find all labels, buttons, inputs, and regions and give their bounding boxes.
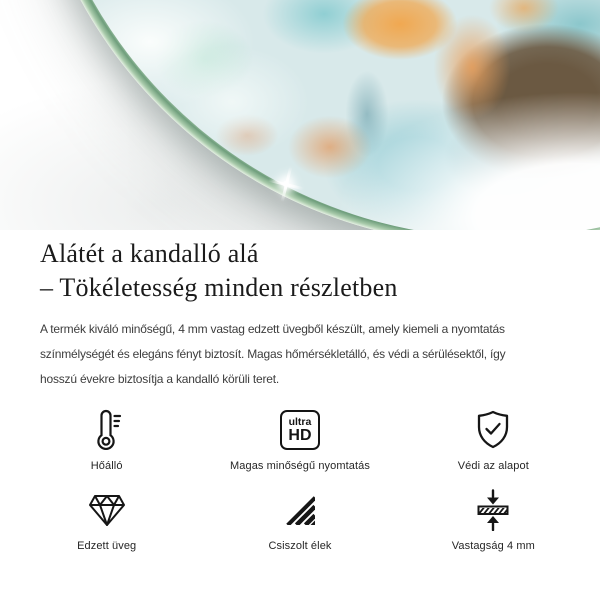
features-grid — [10, 408, 590, 552]
feature-polished-edges — [203, 488, 396, 552]
feature-thickness — [397, 488, 590, 552]
feature-label: Magas minőségű nyomtatás — [230, 460, 370, 472]
diamond-icon — [86, 488, 128, 532]
shield-check-icon — [473, 408, 513, 452]
description-line: színmélységét és elegáns fényt biztosít. Magas hőmérsékletálló, és védi a sérülésektől, így — [40, 347, 506, 361]
description-line: A termék kiváló minőségű, 4 mm vastag edzett üvegből készült, amely kiemeli a nyomtatás — [40, 322, 505, 336]
feature-protects-base — [397, 408, 590, 472]
ultra-hd-icon — [280, 408, 320, 452]
feature-heat-resistant — [10, 408, 203, 472]
feature-tempered-glass — [10, 488, 203, 552]
feature-label: Védi az alapot — [457, 460, 529, 472]
uhd-badge-bottom: HD — [288, 426, 312, 444]
thickness-icon — [473, 488, 513, 532]
feature-label: Vastagság 4 mm — [451, 540, 535, 552]
feature-label: Hőálló — [90, 460, 123, 472]
feature-label: Csiszolt élek — [268, 540, 332, 552]
title-line-1: Alátét a kandalló alá — [40, 239, 259, 268]
product-photo — [0, 0, 600, 230]
product-description — [40, 317, 560, 392]
feature-label: Edzett üveg — [77, 540, 137, 552]
page-title — [40, 237, 560, 305]
glass-disc-artwork — [32, 0, 600, 230]
thermometer-icon — [92, 408, 122, 452]
title-line-2: – Tökéletesség minden részletben — [40, 273, 398, 302]
uhd-badge-top: ultra — [288, 415, 312, 428]
description-line: hosszú évekre biztosítja a kandalló körüli teret. — [40, 372, 279, 386]
polished-edges-icon — [280, 488, 320, 532]
feature-hd-print — [203, 408, 396, 472]
